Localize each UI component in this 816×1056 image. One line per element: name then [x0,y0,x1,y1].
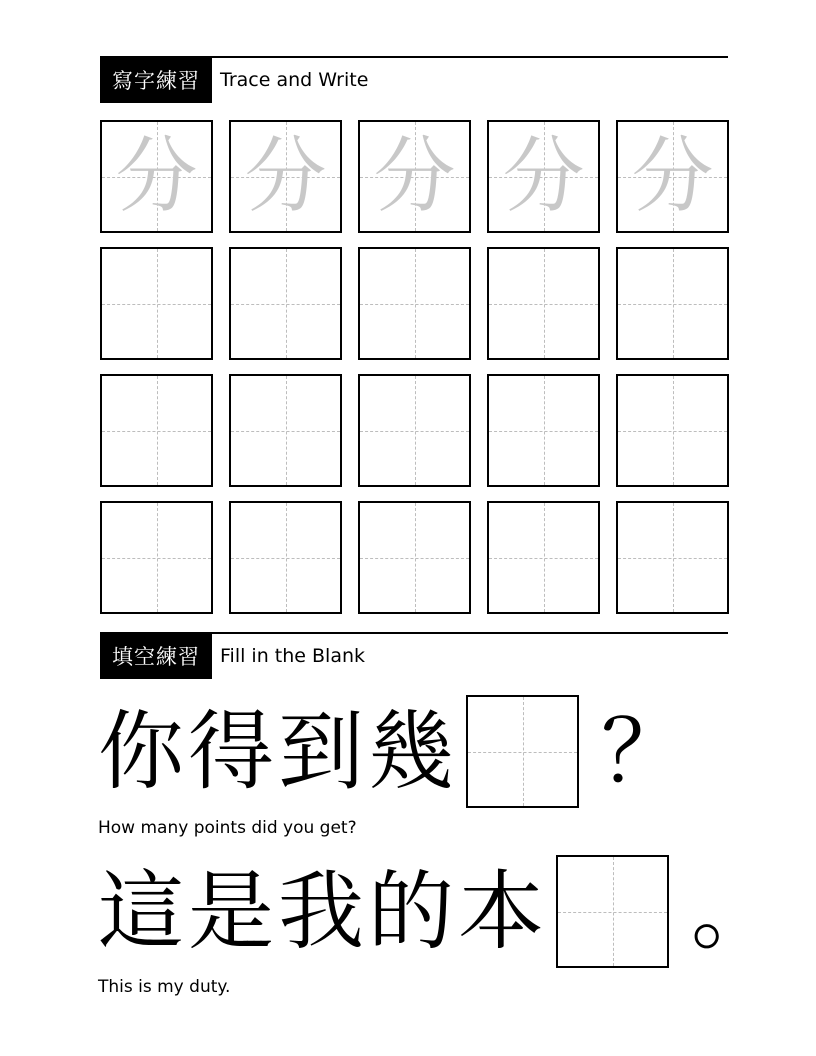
sentence-2-blank-box[interactable] [556,855,669,968]
writing-cell[interactable] [487,374,600,487]
trace-cell[interactable] [487,120,600,233]
trace-section-title-zh: 寫字練習 [100,57,212,103]
writing-cell[interactable] [229,247,342,360]
trace-cell[interactable] [100,120,213,233]
trace-section-title-en: Trace and Write [220,69,369,91]
writing-cell[interactable] [100,374,213,487]
blank-section-header [100,633,365,679]
writing-cell[interactable] [100,247,213,360]
blank-section-title-zh: 填空練習 [100,633,212,679]
sentence-2 [98,855,777,968]
sentence-1 [98,695,687,808]
trace-character: 分 [373,128,456,224]
sentence-1-blank-box[interactable] [466,695,579,808]
sentence-2-translation: This is my duty. [98,977,231,997]
sentence-1-punctuation: ？ [601,701,687,802]
practice-grid [100,120,729,614]
writing-cell[interactable] [229,501,342,614]
trace-cell[interactable] [616,120,729,233]
writing-cell[interactable] [100,501,213,614]
writing-cell[interactable] [487,501,600,614]
sentence-1-translation: How many points did you get? [98,818,357,838]
trace-character: 分 [244,128,327,224]
trace-character: 分 [631,128,714,224]
writing-cell[interactable] [358,247,471,360]
writing-cell[interactable] [616,247,729,360]
sentence-2-punctuation: 。 [691,861,777,962]
trace-section-header [100,57,368,103]
trace-character: 分 [115,128,198,224]
sentence-2-text: 這是我的本 [98,861,548,962]
writing-cell[interactable] [358,374,471,487]
writing-cell[interactable] [616,501,729,614]
writing-cell[interactable] [229,374,342,487]
trace-cell[interactable] [358,120,471,233]
trace-character: 分 [502,128,585,224]
writing-cell[interactable] [487,247,600,360]
writing-cell[interactable] [358,501,471,614]
trace-cell[interactable] [229,120,342,233]
sentence-1-text: 你得到幾 [98,701,458,802]
blank-section-title-en: Fill in the Blank [220,645,366,667]
writing-cell[interactable] [616,374,729,487]
